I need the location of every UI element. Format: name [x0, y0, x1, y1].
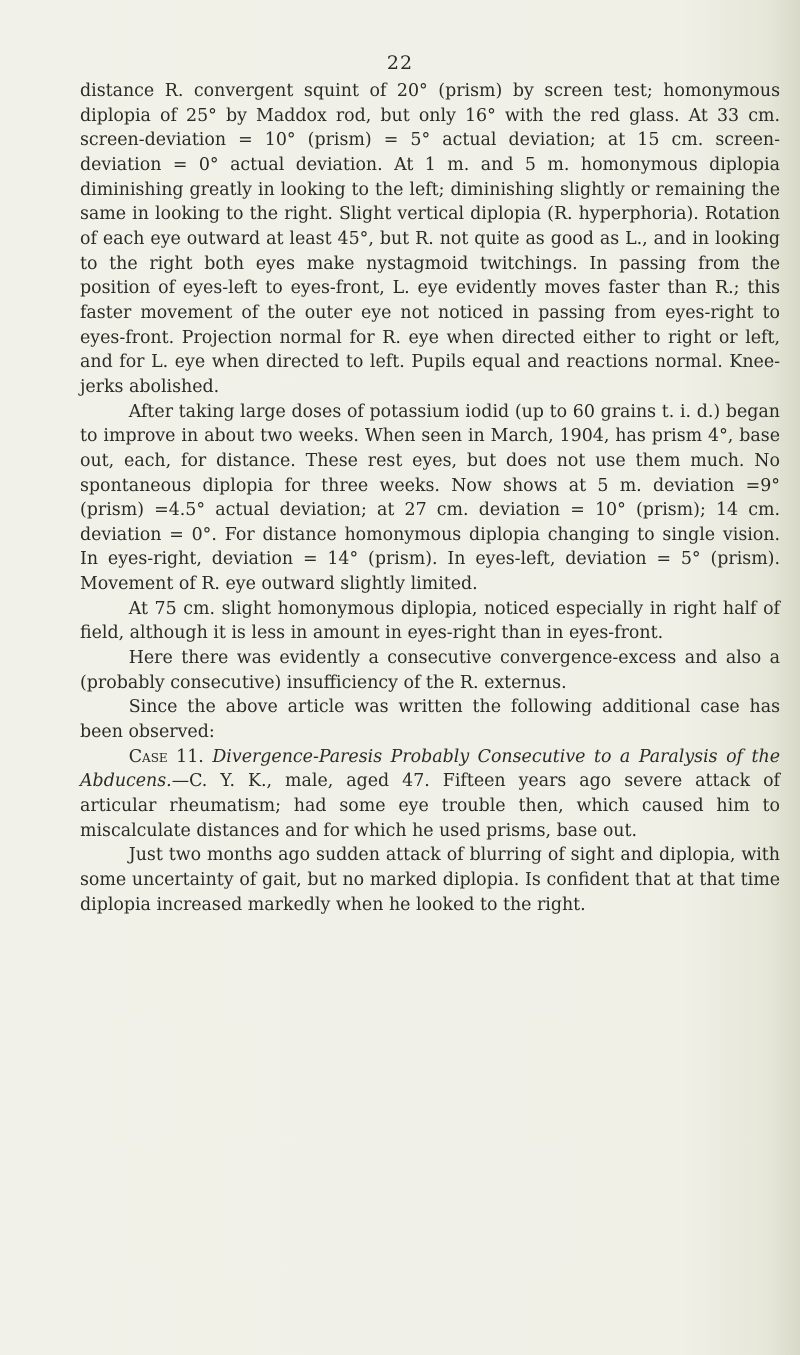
paragraph-treatment: After taking large doses of potassium iodid (up to 60 grains t. i. d.) began to improve in about two weeks. When seen in March, 1904, has prism 4°, base out, each, for distance. These rest eyes, but does not use them much. No spontaneous diplopia for three weeks. Now shows at 5 m. deviation =9° (prism) =4.5° actual deviation; at 27 cm. deviation = 10° (prism); 14 cm. deviation = 0°. For distance homonymous diplopia changing to single vision. In eyes-right, deviation = 14° (prism). In eyes-left, deviation = 5° (prism). Movement of R. eye outward slightly limited.: [80, 401, 780, 595]
page-number: 22: [386, 52, 414, 74]
case-label: Case 11.: [128, 746, 204, 767]
paragraph-additional-case-intro: Since the above article was written the following additional case has been observed:: [80, 697, 780, 743]
case-title: Divergence-Paresis Probably Consecutive to a Paralysis of the Abducens.: [80, 746, 780, 792]
paragraph-case-11: [80, 745, 780, 844]
paragraph-conclusion: Here there was evidently a consecutive convergence-excess and also a (probably consecutive) insufficiency of the R. externus.: [80, 648, 780, 693]
paragraph-continued-case: distance R. convergent squint of 20° (prism) by screen test; homonymous diplopia of 25° by Maddox rod, but only 16° with the red glass. At 33 cm. screen-deviation = 10° (prism) = 5° actual deviation; at 15 cm. screen-deviation = 0° actual deviation. At 1 m. and 5 m. homonymous diplopia diminishing greatly in looking to the left; diminishing slightly or remaining the same in looking to the right. Slight vertical diplopia (R. hyperphoria). Rotation of each eye outward at least 45°, but R. not quite as good as L., and in looking to the right both eyes make nystagmoid twitchings. In passing from the position of eyes-left to eyes-front, L. eye evidently moves faster than R.; this faster movement of the outer eye not noticed in passing from eyes-right to eyes-front. Projection normal for R. eye when directed either to right or left, and for L. eye when directed to left. Pupils equal and reactions normal. Knee-jerks abolished.: [80, 81, 780, 397]
paragraph-75cm-observation: At 75 cm. slight homonymous diplopia, noticed especially in right half of field, although it is less in amount in eyes-right than in eyes-front.: [80, 598, 780, 644]
body-text: [80, 79, 780, 917]
paragraph-recent-attack: Just two months ago sudden attack of blurring of sight and diplopia, with some uncertainty of gait, but no marked diplopia. Is confident that at that time diplopia increased markedly when he looked to the right.: [80, 845, 780, 915]
case-body: —C. Y. K., male, aged 47. Fifteen years ago severe attack of articular rheumatism; had some eye trouble then, which caused him to miscalculate distances and for which he used prisms, base out.: [80, 771, 780, 841]
